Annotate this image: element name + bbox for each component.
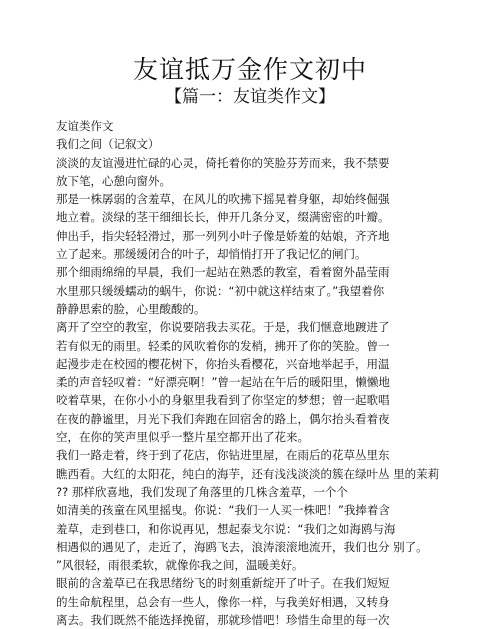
document-title: 友谊抵万金作文初中	[132, 55, 367, 84]
body-line: 那是一株孱弱的含羞草，在风儿的吹拂下摇晃着身躯，却始终倔强	[56, 192, 390, 207]
body-line: 水里那只缓缓蠕动的蜗牛，你说：“初中就这样结束了。”我望着你	[56, 283, 385, 298]
body-line: 相遇似的遇见了，走近了，海鸥飞去，浪涛滚滚地流开，我们也分 别了。	[56, 539, 428, 554]
body-line: 的生命航程里，总会有一些人，像你一样，与我美好相遇，又转身	[56, 594, 390, 609]
body-line: 羞草，走到巷口，和你说再见，想起泰戈尔说：“我们之如海鸥与海	[56, 521, 396, 536]
body-line: 我们之间（记叙文）	[56, 137, 160, 152]
body-line: 瞧西看。大红的太阳花，纯白的海芋，还有浅浅淡淡的簇在绿叶丛 里的茉莉	[56, 466, 440, 481]
body-line: 静静思索的脸，心里酸酸的。	[56, 301, 206, 316]
document-body	[56, 117, 496, 629]
body-line: 柔的声音轻叹着：“好漂亮啊！”曾一起站在午后的暖阳里，懒懒地	[56, 375, 390, 390]
document-subtitle: 【篇一：友谊类作文】	[165, 87, 335, 107]
body-line: 伸出手，指尖轻轻滑过，那一列列小叶子像是娇羞的姑娘，齐齐地	[56, 228, 390, 243]
body-line: 若有似无的雨里。轻柔的风吹着你的发梢，拂开了你的笑脸。曾一	[56, 338, 390, 353]
body-line: 在夜的静谧里，月光下我们奔跑在回宿舍的路上，偶尔抬头看着夜	[56, 411, 390, 426]
body-line: 咬着草果，在你小小的身躯里我看到了你坚定的梦想；曾一起歌唱	[56, 393, 390, 408]
body-line: 友谊类作文	[56, 119, 114, 133]
body-line: 放下笔，心憩向窗外。	[56, 173, 171, 188]
body-line: 我们一路走着，终于到了花店，你钻进里屋，在雨后的花草丛里东	[56, 448, 390, 463]
body-line: 离开了空空的教室，你说要陪我去买花。于是，我们惬意地踱进了	[56, 320, 390, 335]
body-line: 空，在你的笑声里似乎一整片星空都开出了花来。	[56, 430, 309, 445]
body-line: 淡淡的友谊漫进忙碌的心灵，倚托着你的笑脸芬芳而来，我不禁要	[56, 155, 390, 170]
body-line: 如清美的孩童在风里摇曳。你说：“我们一人买一株吧！”我捧着含	[56, 503, 390, 518]
body-line: 眼前的含羞草已在我思绪纷飞的时刻重新绽开了叶子。在我们短短	[56, 576, 390, 591]
body-line: ?? 那样欣喜地，我们发现了角落里的几株含羞草，一个个	[56, 484, 348, 499]
body-line: 立了起来。那缓缓闭合的叶子，却悄悄打开了我记忆的闸门。	[56, 247, 367, 262]
body-line: 离去。我们既然不能选择挽留，那就珍惜吧！珍惜生命里的每一次	[56, 613, 390, 628]
body-line: 那个细雨绵绵的早晨，我们一起站在熟悉的教室，看着窗外晶莹雨	[56, 265, 390, 280]
body-line: 地立着。淡绿的茎干细细长长，伸开几条分叉，缀满密密的叶瓣。	[56, 210, 390, 225]
body-line: ”风很轻，雨很柔软，就像你我之间，温暖美好。	[56, 558, 304, 573]
body-line: 起漫步走在校园的樱花树下，你抬头看樱花，兴奋地举起手，用温	[56, 356, 390, 371]
